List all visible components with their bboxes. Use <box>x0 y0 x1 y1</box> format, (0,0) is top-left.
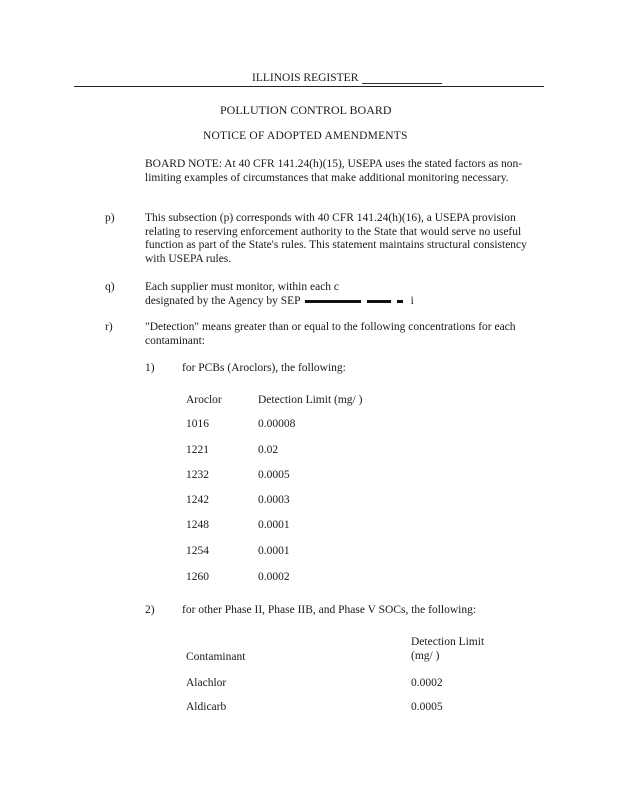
redaction-bar <box>397 300 403 303</box>
contaminant-col-header: Contaminant <box>186 651 246 663</box>
item2-text: for other Phase II, Phase IIB, and Phase V SOCs, the following: <box>182 604 477 616</box>
board-title: POLLUTION CONTROL BOARD <box>220 103 392 117</box>
limit-col-header: Detection Limit (mg/ ) <box>258 394 363 406</box>
notice-title: NOTICE OF ADOPTED AMENDMENTS <box>203 130 408 142</box>
header-rule <box>74 86 544 87</box>
register-title: ILLINOIS REGISTER <box>252 72 359 84</box>
redaction-bar <box>305 300 361 303</box>
board-note: BOARD NOTE: At 40 CFR 141.24(h)(15), USEPA uses the stated factors as non-limiting examples of circumstances that make additional monitoring necessary. <box>145 158 523 184</box>
section-q-line2-tail: i <box>410 295 414 307</box>
item1-marker: 1) <box>145 362 155 374</box>
table-cell: 0.0001 <box>258 545 290 557</box>
section-q-marker: q) <box>105 281 115 293</box>
section-p-marker: p) <box>105 212 115 224</box>
table-cell: 0.0001 <box>258 519 290 531</box>
section-q-line2-text: designated by the Agency by SEP <box>145 295 301 307</box>
section-p-text: This subsection (p) corresponds with 40 CFR 141.24(h)(16), a USEPA provision relating to reserving enforcement authority to the State that would serve no useful function as part of the State's rules. This statement maintains structural consistency with USEPA rules. <box>145 212 527 265</box>
table-cell: 0.0002 <box>411 677 443 689</box>
table-cell: Alachlor <box>186 677 227 689</box>
header-underline <box>362 83 442 84</box>
limit-col-header-line1: Detection Limit <box>411 636 485 648</box>
table-cell: 1242 <box>186 494 209 506</box>
section-r-text: "Detection" means greater than or equal to the following concentrations for each contaminant: <box>145 321 516 347</box>
section-r-marker: r) <box>105 321 113 333</box>
table-cell: 0.02 <box>258 444 279 456</box>
table-cell: 0.00008 <box>258 418 296 430</box>
table-cell: Aldicarb <box>186 701 227 713</box>
table-cell: 0.0002 <box>258 571 290 583</box>
table-cell: 0.0005 <box>411 701 443 713</box>
table-cell: 1260 <box>186 571 209 583</box>
table-cell: 1248 <box>186 519 209 531</box>
item2-marker: 2) <box>145 604 155 616</box>
item1-text: for PCBs (Aroclors), the following: <box>182 362 346 374</box>
table-cell: 1254 <box>186 545 209 557</box>
table-cell: 0.0003 <box>258 494 290 506</box>
aroclor-col-header: Aroclor <box>186 394 222 406</box>
section-q-line1: Each supplier must monitor, within each c <box>145 281 340 293</box>
table-cell: 0.0005 <box>258 469 290 481</box>
section-q-line2 <box>145 295 414 307</box>
redaction-bar <box>367 300 391 303</box>
limit-col-header-line2: (mg/ ) <box>411 650 440 662</box>
table-cell: 1232 <box>186 469 209 481</box>
table-cell: 1016 <box>186 418 209 430</box>
table-cell: 1221 <box>186 444 209 456</box>
